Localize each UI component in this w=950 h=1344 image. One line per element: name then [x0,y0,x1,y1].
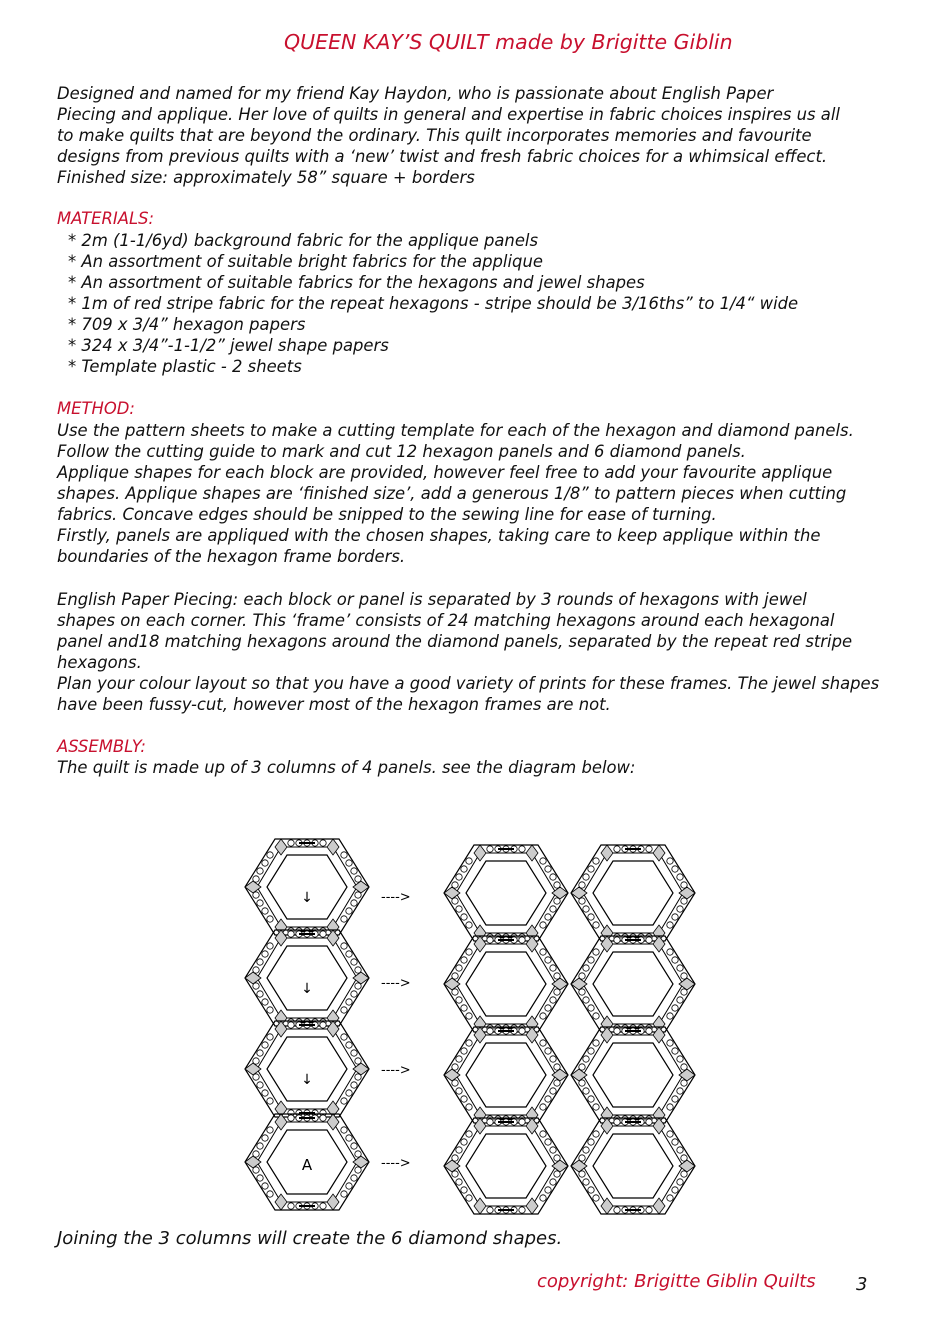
assembly-heading: ASSEMBLY: [57,737,146,756]
method-line: shapes on each corner. This ‘frame’ consists of 24 matching hexagons around each hexagonal [57,611,835,630]
method-line: Use the pattern sheets to make a cutting template for each of the hexagon and diamond panels. [57,421,854,440]
panel-ring [245,839,369,935]
intro-line: Piecing and applique. Her love of quilts in general and expertise in fabric choices inspires us all [57,105,840,124]
down-arrow: ↓ [301,981,313,997]
right-arrow: ----> [381,890,411,905]
assembly-text: The quilt is made up of 3 columns of 4 panels. see the diagram below: [57,758,636,777]
intro-line: Designed and named for my friend Kay Haydon, who is passionate about English Paper [57,84,774,103]
materials-item: * 324 x 3/4”-1-1/2” jewel shape papers [68,336,389,355]
method-line: shapes. Applique shapes are ‘finished size’, add a generous 1/8” to pattern pieces when cutting [57,484,847,503]
copyright-notice: copyright: Brigitte Giblin Quilts [537,1271,816,1292]
joined-panel-ring [571,1118,695,1214]
right-arrow: ----> [381,1156,411,1171]
materials-item: * 1m of red stripe fabric for the repeat hexagons - stripe should be 3/16ths” to 1/4“ wide [68,294,799,313]
method-line: fabrics. Concave edges should be snipped to the sewing line for ease of turning. [57,505,717,524]
method-line: Applique shapes for each block are provided, however feel free to add your favourite applique [57,463,833,482]
right-arrow: ----> [381,976,411,991]
method-line: boundaries of the hexagon frame borders. [57,547,406,566]
intro-line: designs from previous quilts with a ‘new’ twist and fresh fabric choices for a whimsical effect. [57,147,828,166]
intro-line: Finished size: approximately 58” square + borders [57,168,475,187]
right-arrow: ----> [381,1063,411,1078]
method-line: English Paper Piecing: each block or panel is separated by 3 rounds of hexagons with jewel [57,590,807,609]
panel-label-a: A [301,1156,313,1174]
method-heading: METHOD: [57,399,135,418]
materials-heading: MATERIALS: [57,209,155,228]
down-arrow: ↓ [301,1072,313,1088]
page-number: 3 [856,1274,868,1295]
method-line: Firstly, panels are appliqued with the chosen shapes, taking care to keep applique within the [57,526,821,545]
materials-item: * 2m (1-1/6yd) background fabric for the applique panels [68,231,538,250]
joined-panel-ring [571,936,695,1032]
joined-panel-ring [571,845,695,941]
materials-item: * An assortment of suitable bright fabrics for the applique [68,252,543,271]
method-line: have been fussy-cut, however most of the hexagon frames are not. [57,695,611,714]
joined-panel-ring [571,1027,695,1123]
materials-item: * Template plastic - 2 sheets [68,357,302,376]
method-line: panel and18 matching hexagons around the diamond panels, separated by the repeat red stripe [57,632,853,651]
page-title: QUEEN KAY’S QUILT made by Brigitte Giblin [284,30,733,54]
panel-ring [245,930,369,1026]
materials-item: * 709 x 3/4” hexagon papers [68,315,306,334]
diagram-caption: Joining the 3 columns will create the 6 diamond shapes. [57,1228,563,1249]
method-line: Plan your colour layout so that you have a good variety of prints for these frames. The jewel shapes [57,674,880,693]
joined-panel-ring [444,1027,568,1123]
joined-panel-ring [444,936,568,1032]
panel-ring [245,1021,369,1117]
down-arrow: ↓ [301,890,313,906]
joined-panel-ring [444,1118,568,1214]
joined-panel-ring [444,845,568,941]
quilt-assembly-diagram [240,830,710,1225]
materials-item: * An assortment of suitable fabrics for the hexagons and jewel shapes [68,273,645,292]
method-line: hexagons. [57,653,142,672]
method-line: Follow the cutting guide to mark and cut 12 hexagon panels and 6 diamond panels. [57,442,746,461]
intro-line: to make quilts that are beyond the ordinary. This quilt incorporates memories and favourite [57,126,812,145]
